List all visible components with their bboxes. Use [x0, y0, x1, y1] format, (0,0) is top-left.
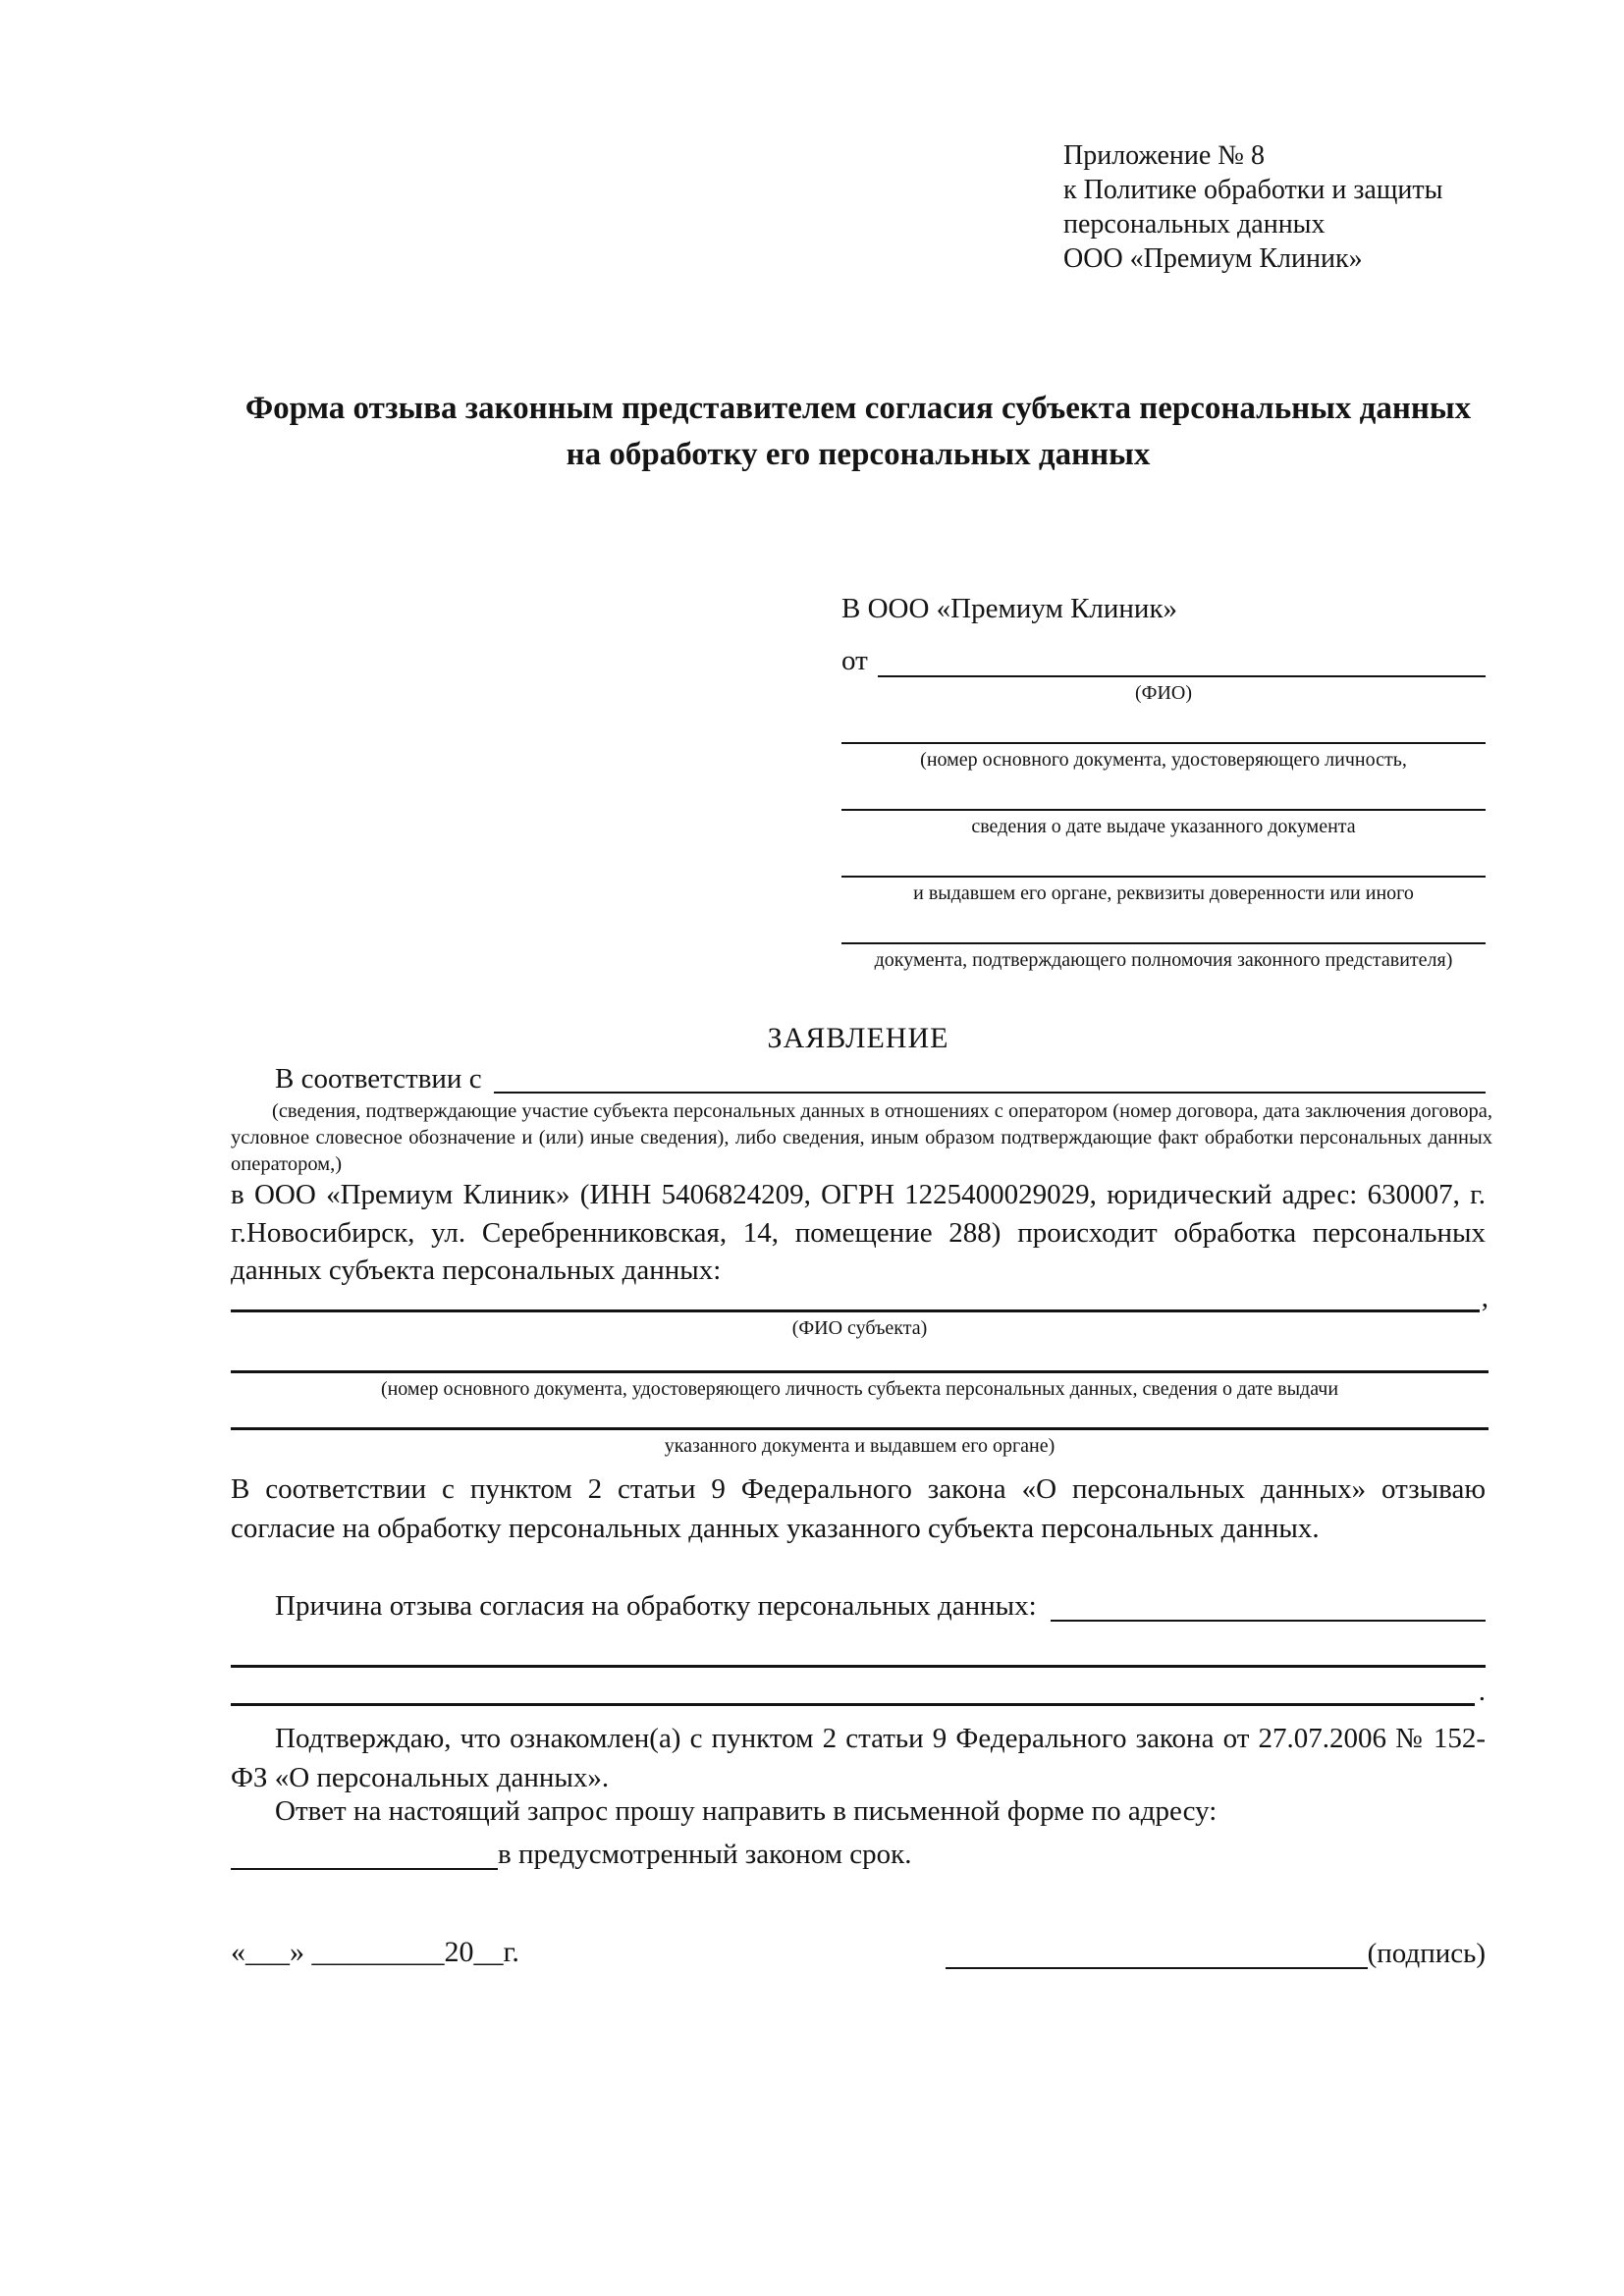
fio-caption: (ФИО): [1134, 682, 1192, 704]
doc-caption: и выдавшем его органе, реквизиты доверенности или иного: [913, 882, 1414, 904]
appendix-line: ООО «Премиум Клиник»: [1063, 243, 1363, 274]
reply-address-blank[interactable]: [231, 1842, 498, 1870]
subject-line-suffix: ,: [1481, 1282, 1489, 1313]
intro-row: [231, 1060, 1486, 1094]
reason-blank[interactable]: [1051, 1592, 1486, 1622]
appendix-note: [1063, 138, 1442, 276]
appendix-line: персональных данных: [1063, 209, 1326, 240]
applicant-document-blank[interactable]: [841, 772, 1486, 811]
reason-continuation-blank[interactable]: [231, 1640, 1486, 1668]
reason-label: Причина отзыва согласия на обработку персональных данных:: [275, 1590, 1037, 1622]
from-row: [841, 640, 1486, 677]
signature-group: [946, 1938, 1486, 1969]
appendix-line: к Политике обработки и защиты: [1063, 175, 1443, 205]
subject-document-blank[interactable]: [231, 1340, 1489, 1373]
operator-paragraph: в ООО «Премиум Клиник» (ИНН 5406824209, ОГРН 1225400029029, юридический адрес: 630007, г. г.Новосибирск, ул. Серебренниковская, 14, помещение 288) происходит обработка персональных данных субъекта персональных данных:: [231, 1179, 1486, 1286]
doc-caption: документа, подтверждающего полномочия законного представителя): [874, 949, 1453, 971]
applicant-document-blank[interactable]: [841, 905, 1486, 944]
from-label: от: [841, 645, 868, 676]
reply-block: [231, 1791, 1486, 1870]
withdrawal-paragraph: В соответствии с пунктом 2 статьи 9 Федерального закона «О персональных данных» отзываю согласие на обработку персональных данных указанного субъекта персональных данных.: [231, 1473, 1486, 1544]
reason-continuation-blank[interactable]: [231, 1679, 1475, 1706]
intro-label: В соответствии с: [275, 1063, 482, 1095]
subject-fio-caption: (ФИО субъекта): [791, 1317, 928, 1339]
reason-row: [231, 1586, 1486, 1622]
statement-heading: ЗАЯВЛЕНИЕ: [767, 1022, 949, 1054]
applicant-name-blank[interactable]: [878, 648, 1486, 677]
acknowledge-paragraph: Подтверждаю, что ознакомлен(а) с пунктом 2 статьи 9 Федерального закона от 27.07.2006 № 152-ФЗ «О персональных данных».: [231, 1723, 1486, 1793]
agreement-basis-blank[interactable]: [494, 1064, 1486, 1094]
small-print-note: (сведения, подтверждающие участие субъекта персональных данных в отношениях с оператором (номер договора, дата заключения договора, условное словесное обозначение и (или) иные сведения), либо сведения, иным образом подтверждающие факт обработки персональных данных оператором,): [231, 1100, 1492, 1175]
subject-doc-caption: указанного документа и выдавшем его органе): [664, 1435, 1056, 1457]
recipient-organization: В ООО «Премиум Клиник»: [841, 593, 1178, 624]
signature-caption: (подпись): [1367, 1938, 1486, 1969]
doc-caption: сведения о дате выдаче указанного документа: [971, 816, 1356, 837]
date-blank[interactable]: «___» _________20__г.: [231, 1936, 519, 1968]
reply-suffix: в предусмотренный законом срок.: [498, 1839, 912, 1870]
doc-caption: (номер основного документа, удостоверяющего личность,: [920, 749, 1407, 771]
reply-paragraph: Ответ на настоящий запрос прошу направить в письменной форме по адресу:: [275, 1795, 1218, 1827]
footer-row: [231, 1936, 1486, 1969]
subject-block: [231, 1283, 1489, 1458]
document-title: Форма отзыва законным представителем согласия субъекта персональных данных на обработку его персональных данных: [244, 391, 1472, 472]
reason-continuation-row: [231, 1677, 1486, 1706]
applicant-document-blank[interactable]: [841, 838, 1486, 878]
reply-address-row: [231, 1831, 1486, 1870]
appendix-line: Приложение № 8: [1063, 140, 1265, 171]
subject-fio-blank[interactable]: [231, 1285, 1480, 1312]
applicant-document-blank[interactable]: [841, 705, 1486, 744]
blank-line-suffix: .: [1478, 1676, 1486, 1707]
recipient-block: [841, 591, 1486, 972]
subject-fio-row: [231, 1283, 1489, 1312]
signature-blank[interactable]: [946, 1940, 1368, 1969]
subject-doc-caption: (номер основного документа, удостоверяющего личность субъекта персональных данных, сведения о дате выдачи: [380, 1378, 1339, 1400]
subject-document-blank[interactable]: [231, 1401, 1489, 1430]
